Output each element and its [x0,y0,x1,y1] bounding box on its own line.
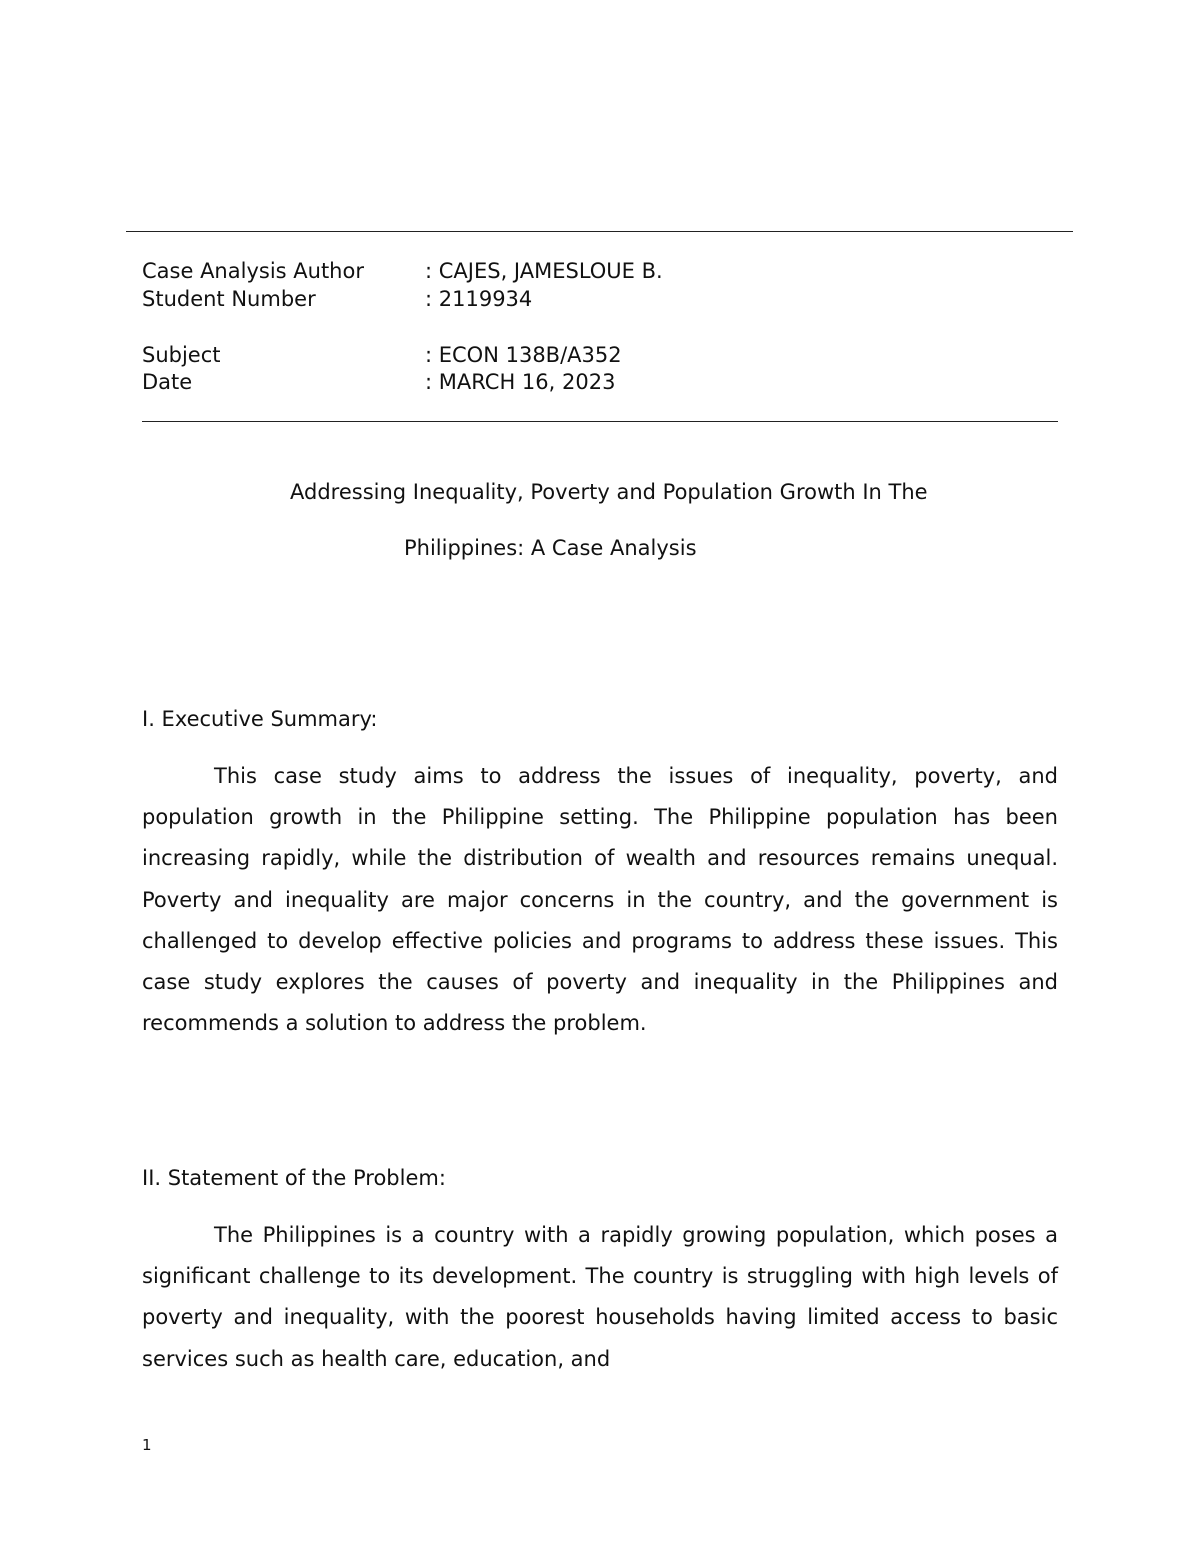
page-number: 1 [142,1436,152,1454]
date-value: : MARCH 16, 2023 [425,370,616,394]
statement-of-problem-paragraph: The Philippines is a country with a rapidly growing population, which poses a significant challenge to its development. The country is struggling with high levels of poverty and inequality, with the poorest households having limited access to basic services such as health care, education, and [142,1223,1058,1371]
executive-summary-paragraph: This case study aims to address the issues of inequality, poverty, and population growth in the Philippine setting. The Philippine population has been increasing rapidly, while the distribution of wealth and resources remains unequal. Poverty and inequality are major concerns in the country, and the government is challenged to develop effective policies and programs to address these issues. This case study explores the causes of poverty and inequality in the Philippines and recommends a solution to address the problem. [142,764,1058,1036]
document-title-line-1: Addressing Inequality, Poverty and Population Growth In The [290,480,928,504]
section-heading-statement-of-problem: II. Statement of the Problem: [142,1166,446,1190]
date-label: Date [142,370,193,394]
header-divider [142,421,1058,422]
document-title-line-2: Philippines: A Case Analysis [404,536,697,560]
subject-label: Subject [142,343,221,367]
subject-value: : ECON 138B/A352 [425,343,622,367]
student-number-label: Student Number [142,287,316,311]
author-row [142,257,663,285]
author-label: Case Analysis Author [142,259,364,283]
student-number-value: : 2119934 [425,287,533,311]
student-number-row [142,285,532,313]
author-value: : CAJES, JAMESLOUE B. [425,259,663,283]
subject-row [142,341,622,369]
date-row [142,368,615,396]
top-divider [126,231,1073,232]
section-heading-executive-summary: I. Executive Summary: [142,707,378,731]
